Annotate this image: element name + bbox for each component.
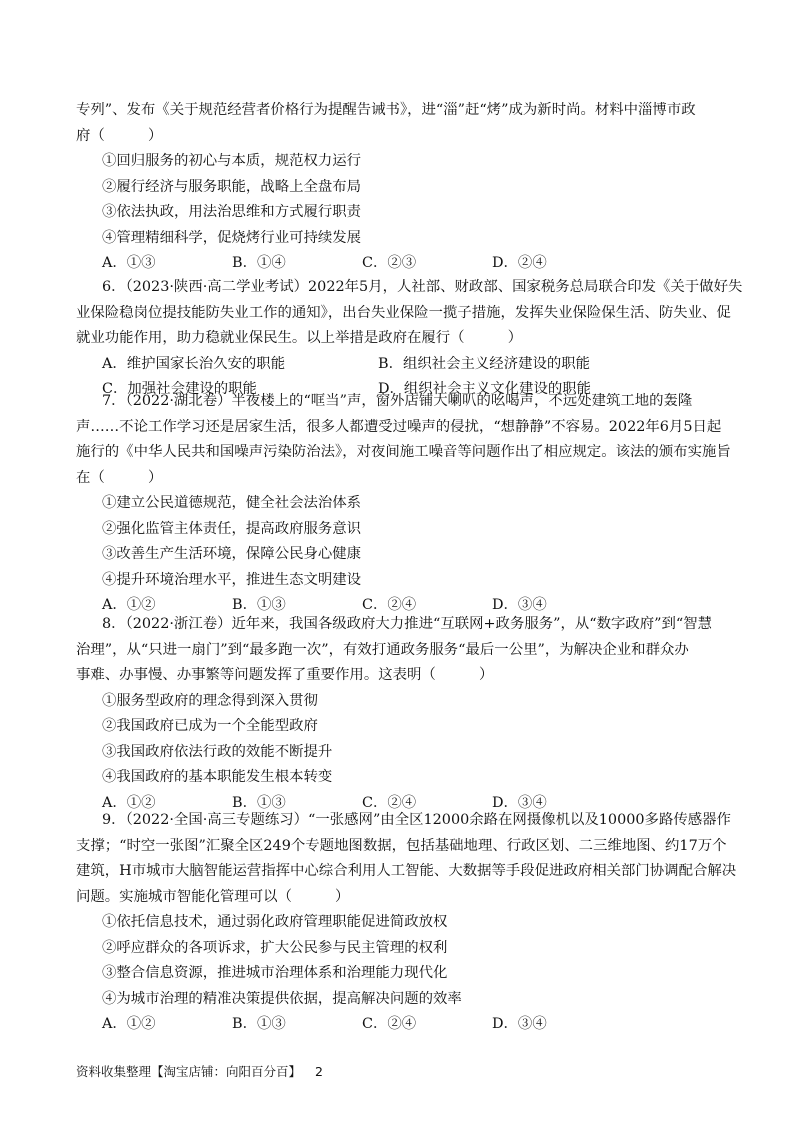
question-5 — [76, 98, 726, 277]
option-b: B．①④ — [232, 255, 286, 271]
statement: ①建立公民道德规范，健全社会法治体系 — [102, 495, 362, 511]
option-b: B．①③ — [232, 794, 286, 811]
statement: ②强化监管主体责任，提高政府服务意识 — [102, 520, 362, 537]
question-stem-line: 事难、办事慢、办事繁等问题发挥了重要作用。这表明（ ） — [76, 667, 494, 683]
answer-options — [76, 251, 726, 277]
statement: ②呼应群众的各项诉求，扩大公民参与民主管理的权利 — [102, 939, 448, 956]
statement: ①服务型政府的理念得到深入贯彻 — [102, 692, 318, 709]
statement: ②我国政府已成为一个全能型政府 — [102, 718, 318, 734]
question-stem-line: 6．（2023·陕西·高二学业考试）2022年5月，人社部、财政部、国家税务总局联合印发《关于做好失 — [102, 279, 743, 295]
option-a: A．①③ — [102, 255, 156, 271]
option-b: B．①③ — [232, 1016, 286, 1032]
question-stem-line: 7．（2022·湖北卷）半夜楼上的“哐当”声，窗外店铺大喇叭的吆喝声，不远处建筑工地的轰隆 — [102, 393, 693, 409]
option-c: C．加强社会建设的职能 — [102, 381, 257, 397]
statement: ③整合信息资源，推进城市治理体系和治理能力现代化 — [102, 965, 448, 981]
question-stem-line: 专列”、发布《关于规范经营者价格行为提醒告诫书》，进“淄”赶“烤”成为新时尚。材料中淄博市政 — [76, 102, 696, 118]
question-stem-line: 业保险稳岗位提技能防失业工作的通知》，出台失业保险一揽子措施，发挥失业保险保生活、防失业、促 — [76, 304, 731, 321]
option-b: B．组织社会主义经济建设的职能 — [378, 355, 591, 372]
statement: ③依法执政，用法治思维和方式履行职责 — [102, 204, 362, 220]
question-stem-line: 就业功能作用，助力稳就业保民生。以上举措是政府在履行（ ） — [76, 330, 523, 346]
question-9 — [76, 808, 737, 1038]
page-number: 2 — [315, 1064, 323, 1079]
option-d: D．组织社会主义文化建设的职能 — [378, 381, 592, 397]
question-stem-line: 施行的《中华人民共和国噪声污染防治法》，对夜间施工噪音等问题作出了相应规定。该法的颁布实施旨 — [76, 444, 731, 460]
question-stem-line: 府（ ） — [76, 127, 163, 144]
option-c: C．②④ — [362, 1016, 417, 1032]
option-c: C．②④ — [362, 794, 417, 811]
question-stem-line: 在（ ） — [76, 469, 163, 486]
page-footer — [76, 1062, 323, 1080]
statement: ④提升环境治理水平，推进生态文明建设 — [102, 571, 362, 588]
footer-text: 资料收集整理【淘宝店铺：向阳百分百】 — [76, 1064, 302, 1079]
option-d: D．③④ — [492, 794, 547, 811]
statement: ④管理精细科学，促烧烤行业可持续发展 — [102, 229, 362, 246]
option-d: D．③④ — [492, 597, 547, 613]
statement: ③我国政府依法行政的效能不断提升 — [102, 743, 333, 760]
question-stem-line: 治理”，从“只进一扇门”到“最多跑一次”，有效打通政务服务“最后一公里”，为解决企业和群众办 — [76, 641, 689, 658]
option-a: A．①② — [102, 1016, 156, 1032]
statement: ②履行经济与服务职能，战略上全盘布局 — [102, 178, 362, 195]
option-b: B．①③ — [232, 597, 286, 613]
question-stem-line: 声……不论工作学习还是居家生活，很多人都遭受过噪声的侵扰，“想静静”不容易。2022年6月5日起 — [76, 418, 722, 435]
statement: ③改善生产生活环境，保障公民身心健康 — [102, 546, 362, 562]
question-8 — [76, 612, 726, 816]
question-stem-line: 建筑，H市城市大脑智能运营指挥中心综合利用人工智能、大数据等手段促进政府相关部门协调配合解决 — [76, 863, 737, 879]
option-a: A．①② — [102, 597, 156, 613]
question-6 — [76, 275, 743, 403]
option-c: C．②③ — [362, 255, 417, 271]
statement: ④我国政府的基本职能发生根本转变 — [102, 769, 333, 785]
option-a: A．①② — [102, 794, 156, 811]
question-7 — [76, 389, 731, 619]
statement: ①依托信息技术，通过弱化政府管理职能促进简政放权 — [102, 914, 448, 930]
answer-options — [76, 352, 726, 378]
question-stem-line: 支撑；“时空一张图”汇聚全区249个专题地图数据，包括基础地理、行政区划、二三维地图、约17万个 — [76, 837, 727, 854]
question-stem-line: 8．（2022·浙江卷）近年来，我国各级政府大力推进“互联网+政务服务”，从“数字政府”到“智慧 — [102, 616, 713, 632]
statement: ④为城市治理的精准决策提供依据，提高解决问题的效率 — [102, 990, 462, 1007]
statement: ①回归服务的初心与本质，规范权力运行 — [102, 153, 362, 169]
question-stem-line: 9．（2022·全国·高三专题练习）“一张感网”由全区12000余路在网摄像机以及10000多路传感器作 — [102, 812, 731, 828]
option-c: C．②④ — [362, 597, 417, 613]
option-a: A．维护国家长治久安的职能 — [102, 355, 286, 372]
question-stem-line: 问题。实施城市智能化管理可以（ ） — [76, 888, 350, 905]
answer-options — [76, 1012, 726, 1038]
option-d: D．③④ — [492, 1016, 547, 1032]
option-d: D．②④ — [492, 255, 547, 271]
